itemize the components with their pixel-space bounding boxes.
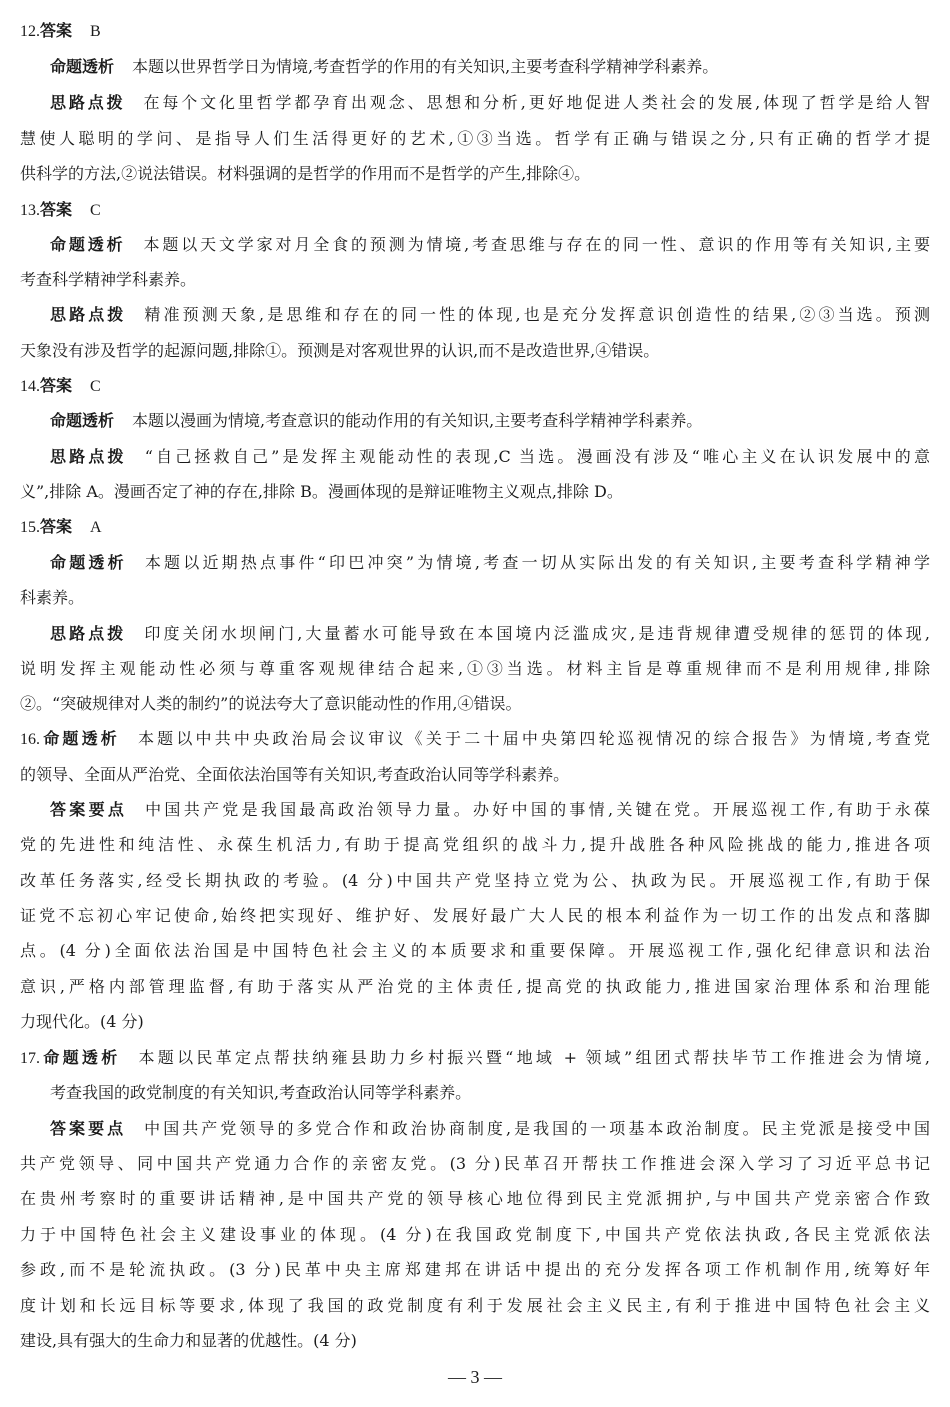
q14-intro-text: 本题以漫画为情境,考查意识的能动作用的有关知识,主要考查科学精神学科素养。 xyxy=(132,411,703,430)
page-number: — 3 — xyxy=(448,1367,502,1387)
q16-intro-line2: 的领导、全面从严治党、全面依法治国等有关知识,考查政治认同等学科素养。 xyxy=(20,765,570,784)
q15-answer-value: A xyxy=(90,519,102,536)
q16-key-line4: 证党不忘初心牢记使命,始终把实现好、维护好、发展好最广大人民的根本利益作为一切工作的出发点和落脚 xyxy=(20,906,930,925)
q17-key-line6: 度计划和长远目标等要求,体现了我国的政党制度有利于发展社会主义民主,有利于推进中国特色社会主义 xyxy=(20,1296,930,1315)
q15-header xyxy=(20,510,930,543)
q17-intro-text1: 本题以民革定点帮扶纳雍县助力乡村振兴暨“地域 + 领域”组团式帮扶毕节工作推进会为情境, xyxy=(138,1048,930,1067)
q13-tip-line1 xyxy=(50,298,930,331)
q17-key-line7: 建设,具有强大的生命力和显著的优越性。(4 分) xyxy=(20,1331,357,1350)
q17-key-line1 xyxy=(50,1112,930,1145)
q17-key-line4: 力于中国特色社会主义建设事业的体现。(4 分)在我国政党制度下,中国共产党依法执政,各民主党派依法 xyxy=(20,1225,930,1244)
q13-header xyxy=(20,193,930,226)
q13-answer-label: 答案 xyxy=(40,200,73,219)
q15-tip-line1 xyxy=(50,617,930,650)
q14-answer-label: 答案 xyxy=(40,376,73,395)
q15-intro-line1 xyxy=(50,546,930,579)
q16-number: 16. xyxy=(20,731,40,748)
q14-header xyxy=(20,369,930,402)
q15-tip-line3: ②。“突破规律对人类的制约”的说法夸大了意识能动性的作用,④错误。 xyxy=(20,694,522,713)
q15-tip-text1: 印度关闭水坝闸门,大量蓄水可能导致在本国境内泛滥成灾,是违背规律遭受规律的惩罚的体现, xyxy=(144,624,930,643)
q12-header xyxy=(20,14,930,47)
q12-number: 12. xyxy=(20,23,40,40)
q12-tip-text1: 在每个文化里哲学都孕育出观念、思想和分析,更好地促进人类社会的发展,体现了哲学是给人智 xyxy=(143,93,930,112)
q17-intro-label: 命题透析 xyxy=(40,1048,121,1067)
q15-answer-label: 答案 xyxy=(40,517,73,536)
q12-answer-label: 答案 xyxy=(40,21,73,40)
q14-intro-label: 命题透析 xyxy=(50,411,115,430)
q13-tip-line2: 天象没有涉及哲学的起源问题,排除①。预测是对客观世界的认识,而不是改造世界,④错误。 xyxy=(20,341,660,360)
q13-answer-value: C xyxy=(90,202,101,219)
q12-answer-value: B xyxy=(90,23,101,40)
q17-intro-line1 xyxy=(20,1041,930,1074)
q17-key-label: 答案要点 xyxy=(50,1119,127,1138)
q13-tip-text1: 精准预测天象,是思维和存在的同一性的体现,也是充分发挥意识创造性的结果,②③当选。预测 xyxy=(144,305,930,324)
q17-key-line2: 共产党领导、同中国共产党通力合作的亲密友党。(3 分)民革召开帮扶工作推进会深入学习了习近平总书记 xyxy=(20,1154,930,1173)
q16-intro-text1: 本题以中共中央政治局会议审议《关于二十届中央第四轮巡视情况的综合报告》为情境,考查党 xyxy=(137,729,930,748)
q14-intro xyxy=(50,404,930,437)
q12-tip-line2: 慧使人聪明的学问、是指导人们生活得更好的艺术,①③当选。哲学有正确与错误之分,只有正确的哲学才提 xyxy=(20,129,930,148)
q16-key-line1 xyxy=(50,793,930,826)
q16-intro-label: 命题透析 xyxy=(40,729,120,748)
q12-intro xyxy=(50,50,930,83)
q16-key-line3: 改革任务落实,经受长期执政的考验。(4 分)中国共产党坚持立党为公、执政为民。开展巡视工作,有助于保 xyxy=(20,871,930,890)
q12-tip-line3: 供科学的方法,②说法错误。材料强调的是哲学的作用而不是哲学的产生,排除④。 xyxy=(20,164,591,183)
q13-intro-label: 命题透析 xyxy=(50,235,126,254)
q14-answer-value: C xyxy=(90,378,101,395)
q13-number: 13. xyxy=(20,202,40,219)
q12-tip-label: 思路点拨 xyxy=(50,93,126,112)
q16-key-line6: 意识,严格内部管理监督,有助于落实从严治党的主体责任,提高党的执政能力,推进国家治理体系和治理能 xyxy=(20,977,930,996)
q15-tip-label: 思路点拨 xyxy=(50,624,127,643)
q15-intro-text1: 本题以近期热点事件“印巴冲突”为情境,考查一切从实际出发的有关知识,主要考查科学精神学 xyxy=(144,553,930,572)
q13-intro-line1 xyxy=(50,228,930,261)
q15-intro-line2: 科素养。 xyxy=(20,588,85,607)
q17-key-text1: 中国共产党领导的多党合作和政治协商制度,是我国的一项基本政治制度。民主党派是接受中国 xyxy=(144,1119,930,1138)
q12-intro-text: 本题以世界哲学日为情境,考查哲学的作用的有关知识,主要考查科学精神学科素养。 xyxy=(132,57,719,76)
q15-tip-line2: 说明发挥主观能动性必须与尊重客观规律结合起来,①③当选。材料主旨是尊重规律而不是利用规律,排除 xyxy=(20,659,930,678)
q17-number: 17. xyxy=(20,1050,40,1067)
q17-key-line5: 参政,而不是轮流执政。(3 分)民革中央主席郑建邦在讲话中提出的充分发挥各项工作机制作用,统筹好年 xyxy=(20,1260,930,1279)
q12-intro-label: 命题透析 xyxy=(50,57,115,76)
q16-key-text1: 中国共产党是我国最高政治领导力量。办好中国的事情,关键在党。开展巡视工作,有助于永葆 xyxy=(145,800,930,819)
q13-tip-label: 思路点拨 xyxy=(50,305,127,324)
q16-key-line2: 党的先进性和纯洁性、永葆生机活力,有助于提高党组织的战斗力,提升战胜各种风险挑战的能力,推进各项 xyxy=(20,835,930,854)
q16-key-line7: 力现代化。(4 分) xyxy=(20,1012,144,1031)
q14-number: 14. xyxy=(20,378,40,395)
q15-number: 15. xyxy=(20,519,40,536)
q17-intro-line2: 考查我国的政党制度的有关知识,考查政治认同等学科素养。 xyxy=(50,1083,472,1102)
q14-tip-text1: “自己拯救自己”是发挥主观能动性的表现,C 当选。漫画没有涉及“唯心主义在认识发展中的意 xyxy=(144,447,930,466)
q14-tip-label: 思路点拨 xyxy=(50,447,127,466)
q13-intro-line2: 考查科学精神学科素养。 xyxy=(20,270,197,289)
q14-tip-line1 xyxy=(50,440,930,473)
q12-tip-line1 xyxy=(50,86,930,119)
q17-key-line3: 在贵州考察时的重要讲话精神,是中国共产党的领导核心地位得到民主党派拥护,与中国共产党亲密合作致 xyxy=(20,1189,930,1208)
q16-key-label: 答案要点 xyxy=(50,800,128,819)
q13-intro-text1: 本题以天文学家对月全食的预测为情境,考查思维与存在的同一性、意识的作用等有关知识,主要 xyxy=(143,235,930,254)
q16-intro-line1 xyxy=(20,722,930,755)
q15-intro-label: 命题透析 xyxy=(50,553,127,572)
q16-key-line5: 点。(4 分)全面依法治国是中国特色社会主义的本质要求和重要保障。开展巡视工作,强化纪律意识和法治 xyxy=(20,941,930,960)
q14-tip-line2: 义”,排除 A。漫画否定了神的存在,排除 B。漫画体现的是辩证唯物主义观点,排除 D。 xyxy=(20,482,623,501)
